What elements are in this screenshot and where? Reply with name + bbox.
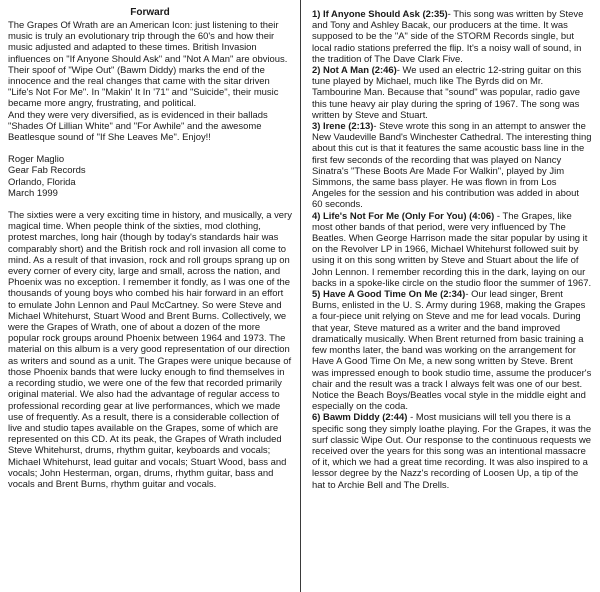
song-title-4: 4) Life's Not For Me (Only For You) (4:06) xyxy=(312,210,495,222)
song-text-5: - Our lead singer, Brent Burns, enlisted in the U. S. Army during 1968, making the Grapes a four-piece unit relying on Steve and me for lead vocals. During that year, Steve matured as a writer and the band improved dramatically musically. When Brent returned from basic training a few months later, the band was working on the arrangement for Have A Good Time On Me, a new song written by Steve. Brent was impressed enough to book studio time, assume the producer's chair and the result was a track I always felt was one of our best. Notice the Beach Boys/Beatles vocal style in the middle eight and especially on the coda. xyxy=(312,289,592,413)
song-text-6: - Most musicians will tell you there is a specific song they simply loathe playing. For the Grapes, it was the surf classic Wipe Out. Our response to the continuous requests we received over the years for this song was an intentional massacre of it, which we had a great time recording. It was also inspired to a lessor degree by the Nazz's recording of Loosen Up, a tip of the hat to Archie Bell and The Drells. xyxy=(312,412,592,491)
song-note-5 xyxy=(312,289,592,412)
song-note-1 xyxy=(312,9,592,65)
song-text-4: - The Grapes, like most other bands of that period, were very influenced by The Beatles. When George Harrison made the sitar popular by using it on the Revolver LP in 1966, Michael Whitehurst followed suit by using it on this song written by Steve and Stuart about the life of John Lennon. I remember recording this in the dark, laying on our backs in a spoke-like circle on the studio floor the summer of 1967. xyxy=(312,210,592,289)
song-title-3: 3) Irene (2:13) xyxy=(312,121,374,133)
song-note-4 xyxy=(312,211,592,289)
signature-name: Roger Maglio xyxy=(8,154,65,166)
song-note-3 xyxy=(312,121,592,211)
song-title-5: 5) Have A Good Time On Me (2:34) xyxy=(312,289,466,301)
column-divider xyxy=(300,0,301,592)
forward-paragraph-2: And they were very diversified, as is evidenced in their ballads "Shades Of Lillian White" and "For Awhile" and the awesome Beatlesque sound of "If She Leaves Me". Enjoy!! xyxy=(8,109,268,144)
forward-title: Forward xyxy=(130,7,170,18)
song-note-6 xyxy=(312,412,592,490)
song-title-2: 2) Not A Man (2:46) xyxy=(312,65,397,77)
signature-company: Gear Fab Records xyxy=(8,165,86,177)
song-text-3: - Steve wrote this song in an attempt to answer the New Vaudeville Band's Winchester Cathedral. The interesting thing about this cut is that it features the same acoustic bass line in the first few seconds of the recording that was played on Nancy Sinatra's "These Boots Are Made For Walkin", played by Jim Simmons, the same bass player. He was flown in from Los Angeles for the session and his contribution was added in about 60 seconds. xyxy=(312,121,592,211)
song-text-1: - This song was written by Steve and Tony and Ashley Bacak, our producers at the time. It was supposed to be the "A" side of the STORM Records single, but local radio stations preferred the flip. It's a noisy wall of sound, in the tradition of The Dave Clark Five. xyxy=(312,9,584,65)
song-notes-column xyxy=(300,0,600,592)
song-note-2 xyxy=(312,65,592,121)
signature-block xyxy=(8,154,292,199)
signature-location: Orlando, Florida xyxy=(8,176,76,188)
song-title-1: 1) If Anyone Should Ask (2:35) xyxy=(312,9,448,20)
song-title-6: 6) Bawm Diddy (2:44) xyxy=(312,412,408,424)
signature-date: March 1999 xyxy=(8,187,58,199)
forward-paragraph-1: The Grapes Of Wrath are an American Icon: just listening to their music is truly an evolutionary trip through the 60's and how their music adjusted and adapted to these times. British Invasion influences on "If Anyone Should Ask" and "Not A Man" are obvious. Their spoof of "Wipe Out" (Bawm Diddy) marks the end of the innocence and the real changes that came with the sitar driven "Life's Not For Me". In "Makin' It In '71" and "Suicide", their music became more angry, frustrating, and political. xyxy=(8,20,288,110)
song-text-2: - We used an electric 12-string guitar on this tune played by Michael, much like The Byrds did on Mr. Tambourine Man. Because that "sound" was popular, radio gave this tune heavy air play during the spring of 1967. The song was written by Steve and Stuart. xyxy=(312,65,582,121)
band-history-paragraph: The sixties were a very exciting time in history, and musically, a very magical time. When people think of the sixties, mod clothing, protest marches, long hair (though by today's standards hair was comparably short) and the British rock and roll invasion all come to mind. As a result of that invasion, rock and roll groups sprang up on every corner of every city, large and small, across the nation, and Phoenix was no exception. I remember it fondly, as I was one of the thousands of young boys who combed his hair forward in an effort to emulate John Lennon and Paul McCartney. So were Steve and Michael Whitehurst, Stuart Wood and Brent Burns. Collectively, we were the Grapes of Wrath, one of about a dozen of the more popular rock groups around Phoenix between 1964 and 1973. The material on this album is a very good representation of our direction as writers and sound as a unit. The Grapes were unique because of those Phoenix bands that were lucky enough to find themselves in a recording studio, we were one of the few that recorded primarily original material. We also had the advantage of regular access to professional recording gear at live performances, which we made use of frequently. As a result, there is a considerable collection of live and studio tapes available on the Grapes, some of which are represented on this CD. At its peak, the Grapes of Wrath included Steve Whitehurst, drums, rhythm guitar, keyboards and vocals; Michael Whitehurst, lead guitar and vocals; Stuart Wood, bass and vocals; John Hesterman, organ, drums, rhythm guitar, bass and vocals and Brent Burns, rhythm guitar and vocals. xyxy=(8,210,292,490)
